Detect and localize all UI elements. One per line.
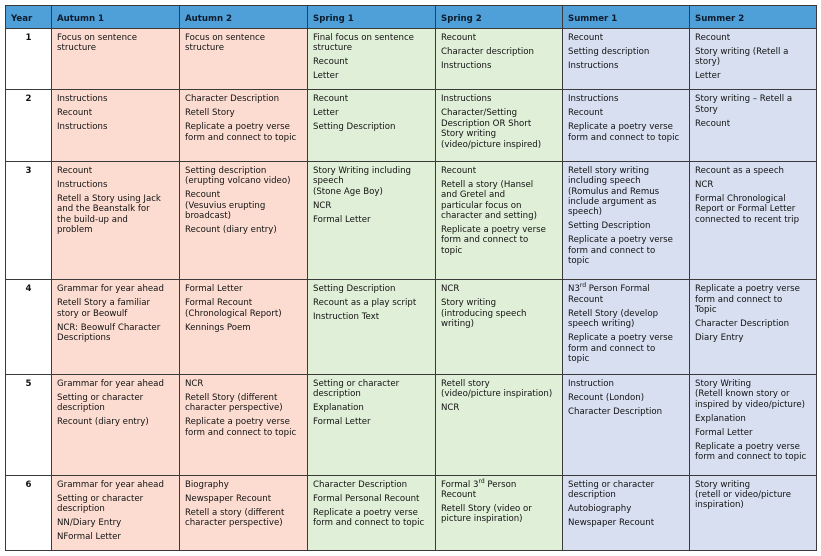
cell-entry: Grammar for year ahead [57,378,164,389]
cell-entry: Retell a story (different character perspective) [185,507,285,528]
cell-entry: Replicate a poetry verse form and connect to topic [568,122,680,143]
cell-entry: Character/Setting Description OR Short Story writing (video/picture inspired) [441,108,542,150]
cell-entry: Instructions [57,179,108,190]
cell-entry: Formal Letter [695,427,753,438]
cell-entry: Story writing – Retell a Story [695,94,793,115]
cell-spring-1 [308,161,436,280]
cell-entry: Retell Story a familiar story or Beowulf [57,298,151,319]
cell-autumn-1 [52,374,180,475]
cell-entry: Grammar for year ahead [57,479,164,490]
cell-entry: Formal Letter [313,214,371,225]
cell-entry: Recount as a speech [695,165,785,176]
cell-entry: Setting or character description [313,378,400,400]
year-cell: 4 [6,280,52,375]
cell-entry: Story writing (retell or video/picture inspiration) [695,479,792,511]
cell-summer-2 [690,29,817,90]
year-cell: 1 [6,29,52,90]
cell-entry: Explanation [313,403,364,414]
cell-entry: Setting or character description [57,493,144,514]
table-row [6,90,817,161]
year-cell: 6 [6,475,52,550]
cell-entry: Instruction Text [313,312,380,323]
cell-entry: Focus on sentence structure [57,33,138,54]
cell-entry: Replicate a poetry verse form and connect to Topic [695,284,800,316]
cell-autumn-2 [180,161,308,280]
cell-entry: Instructions [568,61,619,71]
cell-entry: Instructions [57,122,108,133]
cell-entry: NCR [441,403,460,414]
cell-entry: Retell Story [185,108,235,119]
cell-entry: NN/Diary Entry [57,517,122,528]
cell-entry: Retell Story (video or picture inspiration) [441,503,532,525]
cell-entry: Formal Personal Recount [313,493,420,504]
cell-summer-1 [563,280,690,375]
cell-entry: Newspaper Recount [568,517,655,528]
cell-entry: Retell story writing including speech (Romulus and Remus include argument as speech) [568,165,660,218]
cell-entry: NCR [313,200,332,211]
cell-entry: Focus on sentence structure [185,33,266,54]
cell-summer-2 [690,90,817,161]
cell-entry: N3rd Person Formal Recount [568,282,650,305]
cell-spring-1 [308,90,436,161]
cell-entry: Explanation [695,413,746,424]
cell-entry: Story Writing (Retell known story or inspired by video/picture) [695,378,805,410]
cell-spring-2 [436,29,563,90]
cell-entry: Recount [441,165,477,176]
cell-entry: Character Description [313,479,408,490]
cell-entry: Instructions [441,94,492,105]
cell-autumn-2 [180,29,308,90]
cell-entry: Kennings Poem [185,322,251,333]
cell-autumn-1 [52,29,180,90]
cell-entry: Character Description [568,406,663,417]
cell-summer-2 [690,161,817,280]
cell-spring-2 [436,475,563,550]
cell-entry: Recount [695,33,731,43]
cell-entry: Setting or character description [568,479,655,500]
cell-spring-1 [308,280,436,375]
cell-spring-2 [436,161,563,280]
cell-entry: Recount [57,108,93,119]
cell-entry: Newspaper Recount [185,493,272,504]
cell-entry: Recount [568,108,604,119]
cell-autumn-1 [52,280,180,375]
cell-entry: Recount (diary entry) [57,417,149,428]
cell-entry: Replicate a poetry verse form and connect to topic [185,417,297,438]
cell-entry: Recount [695,118,731,129]
cell-autumn-2 [180,374,308,475]
cell-summer-1 [563,90,690,161]
cell-summer-2 [690,280,817,375]
cell-entry: Instruction [568,378,614,389]
cell-entry: Diary Entry [695,333,744,344]
cell-entry: Recount (London) [568,392,645,403]
cell-summer-2 [690,475,817,550]
header-row [6,6,817,29]
cell-entry: Setting description (erupting volcano video) [185,165,291,187]
cell-entry: Formal Letter [313,417,371,428]
cell-summer-1 [563,374,690,475]
cell-autumn-2 [180,90,308,161]
cell-spring-2 [436,280,563,375]
year-cell: 3 [6,161,52,280]
cell-entry: Retell a Story using Jack and the Beanstalk for the build-up and problem [57,193,161,235]
cell-entry: Recount [441,33,477,43]
writing-curriculum-table [5,5,817,551]
cell-summer-1 [563,161,690,280]
cell-entry: Setting or character description [57,392,144,414]
header-summer-2: Summer 2 [690,6,817,29]
cell-entry: Formal Recount (Chronological Report) [185,298,282,319]
cell-entry: Character Description [695,319,790,330]
cell-entry: Letter [313,108,339,119]
cell-entry: NCR: Beowulf Character Descriptions [57,322,161,344]
cell-spring-1 [308,475,436,550]
cell-spring-2 [436,374,563,475]
cell-entry: Story writing (Retell a story) [695,47,789,68]
header-summer-1: Summer 1 [563,6,690,29]
cell-entry: Retell a story (Hansel and Gretel and particular focus on character and setting) [441,179,537,221]
cell-entry: Instructions [57,94,108,105]
cell-entry: Recount [313,57,349,68]
header-year: Year [6,6,52,29]
cell-autumn-2 [180,475,308,550]
cell-entry: Letter [313,71,339,82]
cell-autumn-1 [52,475,180,550]
header-spring-1: Spring 1 [308,6,436,29]
table-body [6,29,817,551]
cell-entry: Instructions [568,94,619,105]
cell-entry: Recount [568,33,604,43]
cell-spring-1 [308,374,436,475]
cell-entry: NCR [441,284,460,295]
cell-entry: Character description [441,47,534,57]
cell-entry: Replicate a poetry verse form and connect to topic [568,235,673,267]
cell-entry: Replicate a poetry verse form and connect to topic [313,507,425,528]
cell-entry: Retell story (video/picture inspiration) [441,378,553,400]
cell-entry: Replicate a poetry verse form and connect to topic [695,441,807,463]
cell-entry: Instructions [441,61,492,71]
cell-entry: NFormal Letter [57,531,121,542]
cell-entry: Setting Description [313,284,396,295]
cell-entry: NCR [695,179,714,190]
header-spring-2: Spring 2 [436,6,563,29]
table-row [6,475,817,550]
cell-entry: Setting description [568,47,650,57]
cell-entry: Recount as a play script [313,298,417,309]
table-row [6,29,817,90]
cell-summer-2 [690,374,817,475]
cell-autumn-1 [52,90,180,161]
cell-entry: Story writing (introducing speech writing) [441,298,527,330]
cell-entry: Recount [313,94,349,105]
cell-spring-1 [308,29,436,90]
cell-entry: Retell Story (develop speech writing) [568,308,659,330]
table-row [6,374,817,475]
cell-entry: Setting Description [568,221,651,232]
cell-entry: Setting Description [313,122,396,133]
cell-entry: Replicate a poetry verse form and connect to topic [568,333,673,365]
header-autumn-2: Autumn 2 [180,6,308,29]
cell-entry: NCR [185,378,204,389]
cell-entry: Formal 3rd Person Recount [441,477,517,500]
table-row [6,161,817,280]
year-cell: 2 [6,90,52,161]
cell-spring-2 [436,90,563,161]
cell-entry: Recount (Vesuvius erupting broadcast) [185,190,266,221]
cell-entry: Formal Chronological Report or Formal Letter connected to recent trip [695,193,800,225]
cell-summer-1 [563,29,690,90]
cell-entry: Story Writing including speech (Stone Age Boy) [313,165,411,197]
cell-entry: Recount (diary entry) [185,224,277,235]
cell-entry: Retell Story (different character perspective) [185,392,283,414]
cell-autumn-1 [52,161,180,280]
year-cell: 5 [6,374,52,475]
cell-entry: Character Description [185,94,280,105]
cell-entry: Formal Letter [185,284,243,295]
cell-entry: Final focus on sentence structure [313,33,414,54]
cell-summer-1 [563,475,690,550]
cell-entry: Biography [185,479,229,490]
cell-autumn-2 [180,280,308,375]
cell-entry: Letter [695,71,721,82]
header-autumn-1: Autumn 1 [52,6,180,29]
cell-entry: Replicate a poetry verse form and connect to topic [441,224,546,256]
cell-entry: Recount [57,165,93,176]
cell-entry: Autobiography [568,503,632,514]
cell-entry: Replicate a poetry verse form and connect to topic [185,122,297,143]
table-row [6,280,817,375]
cell-entry: Grammar for year ahead [57,284,164,295]
